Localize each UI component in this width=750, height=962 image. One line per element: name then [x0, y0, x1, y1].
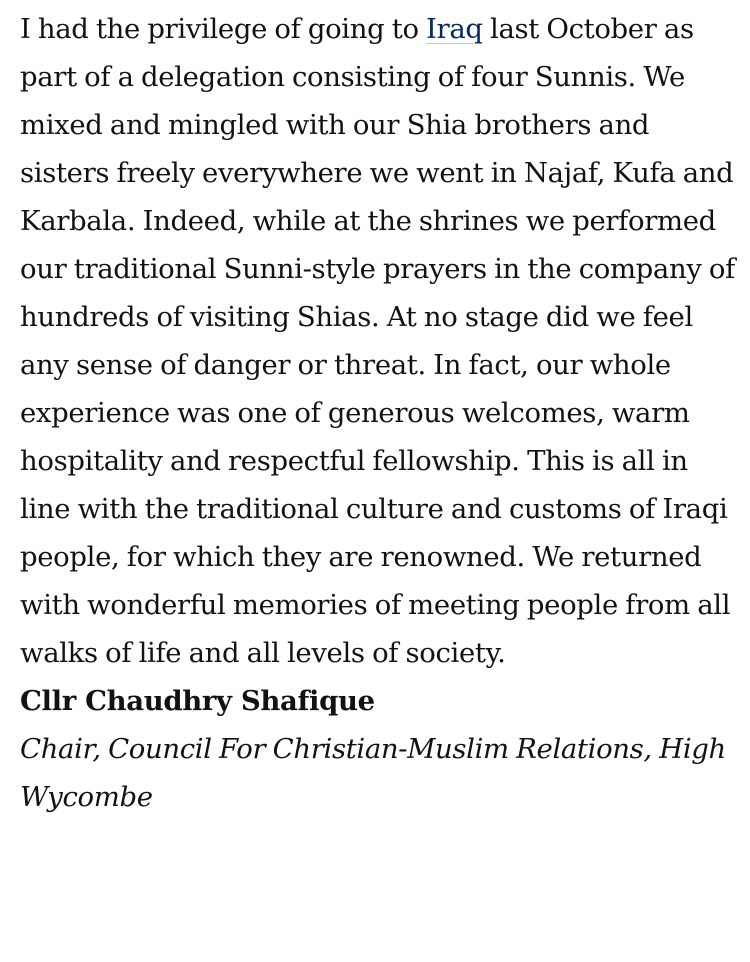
- letter-text-intro: I had the privilege of going to: [20, 13, 427, 45]
- author-role: Chair, Council For Christian-Muslim Relations, High Wycombe: [20, 733, 726, 813]
- author-name: Cllr Chaudhry Shafique: [20, 685, 375, 717]
- iraq-link[interactable]: Iraq: [426, 13, 483, 45]
- letter-body-paragraph: [20, 5, 736, 677]
- letter-text-body: last October as part of a delegation consisting of four Sunnis. We mixed and mingled with our Shia brothers and sisters freely everywhere we went in Najaf, Kufa and Karbala. Indeed, while at the shrines we performed our traditional Sunni-style prayers in the company of hundreds of visiting Shias. At no stage did we feel any sense of danger or threat. In fact, our whole experience was one of generous welcomes, warm hospitality and respectful fellowship. This is all in line with the traditional culture and customs of Iraqi people, for which they are renowned. We returned with wonderful memories of meeting people from all walks of life and all levels of society.: [20, 13, 735, 669]
